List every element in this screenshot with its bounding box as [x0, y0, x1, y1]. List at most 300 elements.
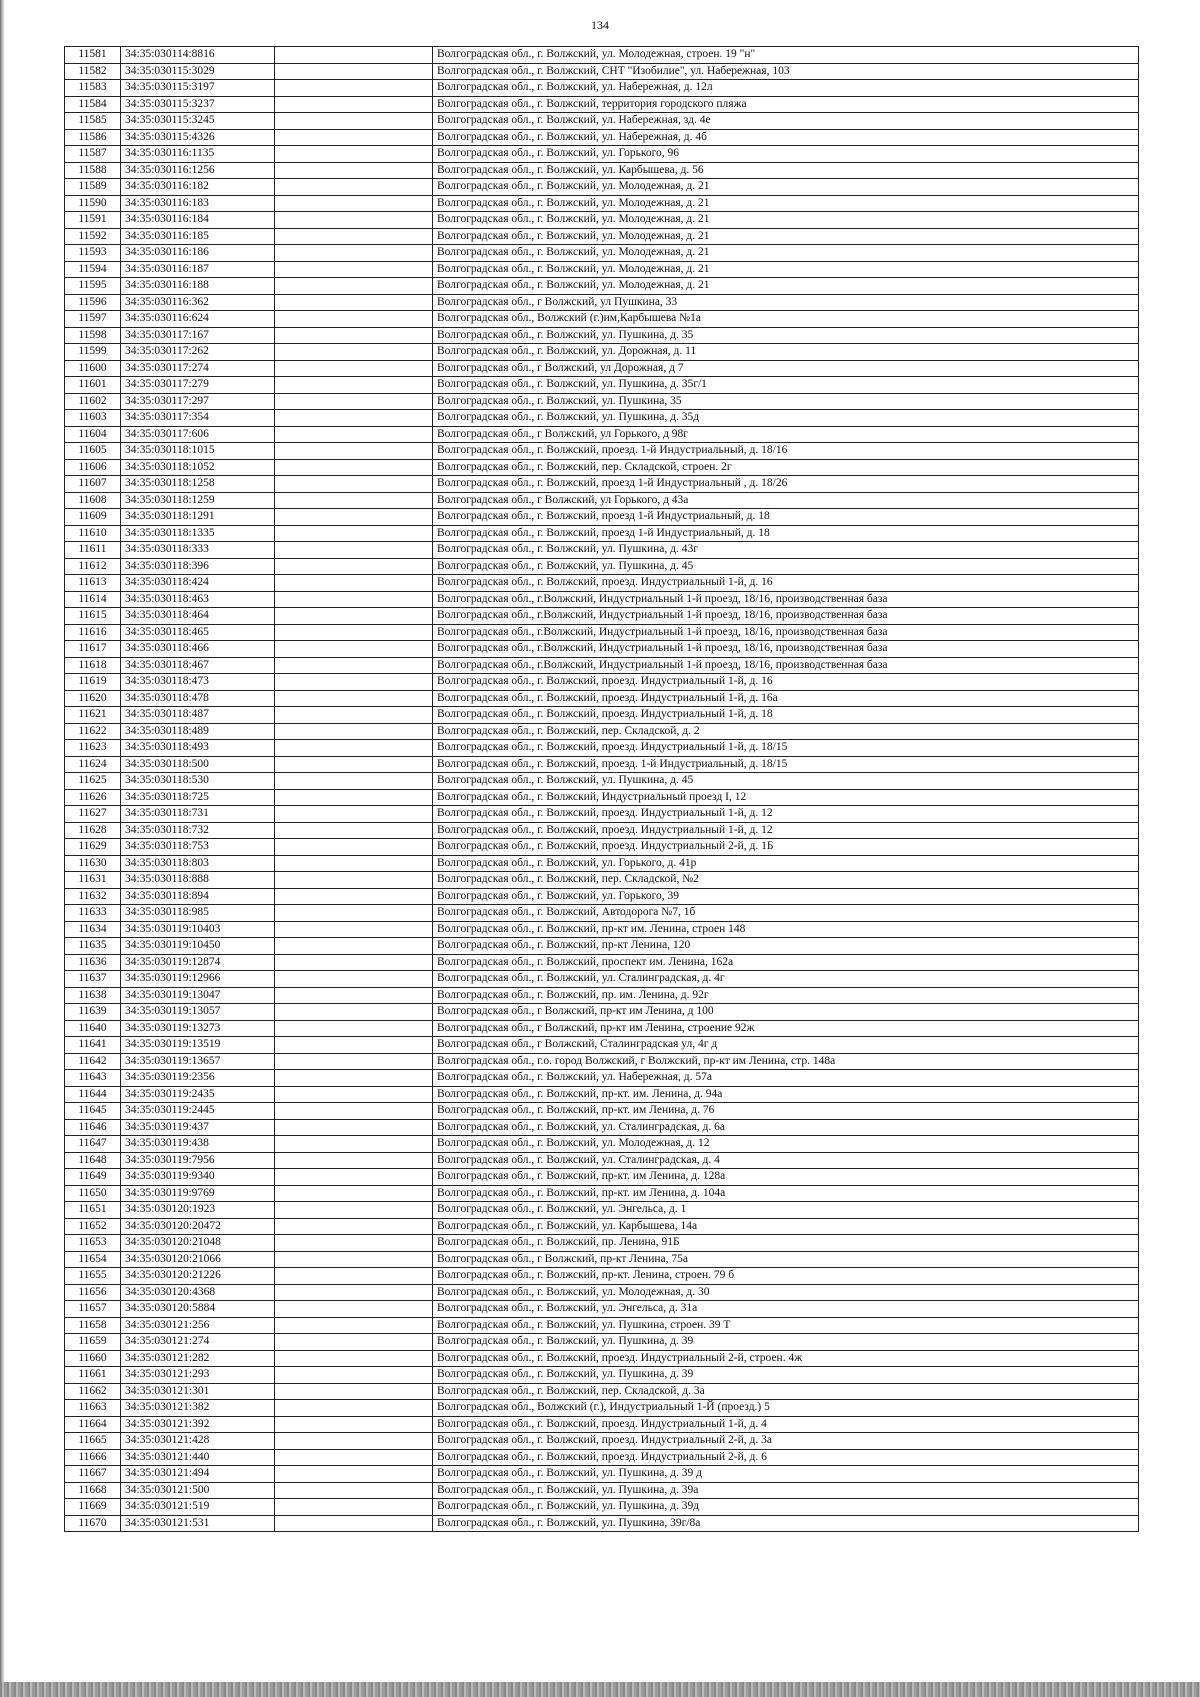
row-number-cell: 11596	[65, 294, 121, 311]
address-cell: Волгоградская обл., г. Волжский, проезд 1-й Индустриальный, д. 18	[433, 525, 1139, 542]
table-row	[65, 1334, 1139, 1351]
address-cell: Волгоградская обл., г. Волжский, ул. Молодежная, д. 21	[433, 261, 1139, 278]
address-cell: Волгоградская обл., г. Волжский, ул. Энгельса, д. 1	[433, 1202, 1139, 1219]
empty-cell	[275, 1070, 433, 1087]
cadastral-number-cell: 34:35:030117:167	[121, 327, 275, 344]
table-row	[65, 1152, 1139, 1169]
table-row	[65, 608, 1139, 625]
row-number-cell: 11625	[65, 773, 121, 790]
address-cell: Волгоградская обл., г. Волжский, проезд. Индустриальный 1-й, д. 18	[433, 707, 1139, 724]
table-row	[65, 1383, 1139, 1400]
table-row	[65, 789, 1139, 806]
empty-cell	[275, 822, 433, 839]
table-row	[65, 624, 1139, 641]
cadastral-number-cell: 34:35:030120:21048	[121, 1235, 275, 1252]
table-row	[65, 1218, 1139, 1235]
address-cell: Волгоградская обл., Волжский (г.), Индустриальный 1-Й (проезд.) 5	[433, 1400, 1139, 1417]
address-cell: Волгоградская обл., г. Волжский, пр. Ленина, 91Б	[433, 1235, 1139, 1252]
address-cell: Волгоградская обл., г. Волжский, пер. Складской, №2	[433, 872, 1139, 889]
row-number-cell: 11650	[65, 1185, 121, 1202]
address-cell: Волгоградская обл., г. Волжский, Автодорога №7, 1б	[433, 905, 1139, 922]
address-cell: Волгоградская обл., г. Волжский, проезд. Индустриальный 2-й, д. 1Б	[433, 839, 1139, 856]
address-cell: Волгоградская обл., г. Волжский, ул. Молодежная, д. 21	[433, 228, 1139, 245]
empty-cell	[275, 212, 433, 229]
row-number-cell: 11593	[65, 245, 121, 262]
cadastral-number-cell: 34:35:030116:184	[121, 212, 275, 229]
cadastral-number-cell: 34:35:030117:279	[121, 377, 275, 394]
table-row	[65, 311, 1139, 328]
empty-cell	[275, 1053, 433, 1070]
registry-body	[65, 47, 1139, 1532]
table-row	[65, 1433, 1139, 1450]
empty-cell	[275, 575, 433, 592]
row-number-cell: 11644	[65, 1086, 121, 1103]
table-row	[65, 327, 1139, 344]
cadastral-number-cell: 34:35:030116:624	[121, 311, 275, 328]
empty-cell	[275, 1400, 433, 1417]
row-number-cell: 11615	[65, 608, 121, 625]
empty-cell	[275, 311, 433, 328]
empty-cell	[275, 195, 433, 212]
cadastral-number-cell: 34:35:030115:4326	[121, 129, 275, 146]
empty-cell	[275, 888, 433, 905]
address-cell: Волгоградская обл., г. Волжский, ул. Карбышева, 14а	[433, 1218, 1139, 1235]
cadastral-number-cell: 34:35:030118:888	[121, 872, 275, 889]
cadastral-number-cell: 34:35:030120:1923	[121, 1202, 275, 1219]
table-row	[65, 855, 1139, 872]
cadastral-number-cell: 34:35:030118:1335	[121, 525, 275, 542]
empty-cell	[275, 278, 433, 295]
cadastral-number-cell: 34:35:030118:753	[121, 839, 275, 856]
table-row	[65, 756, 1139, 773]
table-row	[65, 492, 1139, 509]
cadastral-number-cell: 34:35:030118:424	[121, 575, 275, 592]
cadastral-number-cell: 34:35:030121:531	[121, 1515, 275, 1532]
address-cell: Волгоградская обл., г. Волжский, ул. Пушкина, д. 39д	[433, 1499, 1139, 1516]
empty-cell	[275, 1499, 433, 1516]
empty-cell	[275, 261, 433, 278]
cadastral-number-cell: 34:35:030118:463	[121, 591, 275, 608]
row-number-cell: 11621	[65, 707, 121, 724]
empty-cell	[275, 674, 433, 691]
empty-cell	[275, 921, 433, 938]
cadastral-number-cell: 34:35:030118:731	[121, 806, 275, 823]
address-cell: Волгоградская обл., г. Волжский, ул. Пушкина, 39г/8а	[433, 1515, 1139, 1532]
row-number-cell: 11620	[65, 690, 121, 707]
address-cell: Волгоградская обл., г. Волжский, ул. Дорожная, д. 11	[433, 344, 1139, 361]
address-cell: Волгоградская обл., г.Волжский, Индустриальный 1-й проезд, 18/16, производственная база	[433, 641, 1139, 658]
address-cell: Волгоградская обл., г. Волжский, ул. Пушкина, д. 39	[433, 1334, 1139, 1351]
table-row	[65, 261, 1139, 278]
row-number-cell: 11584	[65, 96, 121, 113]
row-number-cell: 11594	[65, 261, 121, 278]
table-row	[65, 113, 1139, 130]
empty-cell	[275, 1367, 433, 1384]
row-number-cell: 11658	[65, 1317, 121, 1334]
row-number-cell: 11670	[65, 1515, 121, 1532]
empty-cell	[275, 245, 433, 262]
cadastral-number-cell: 34:35:030121:494	[121, 1466, 275, 1483]
address-cell: Волгоградская обл., г. Волжский, ул. Набережная, д. 4б	[433, 129, 1139, 146]
address-cell: Волгоградская обл., г. Волжский, проезд. Индустриальный 1-й, д. 16а	[433, 690, 1139, 707]
empty-cell	[275, 1301, 433, 1318]
address-cell: Волгоградская обл., г. Волжский, пр-кт им. Ленина, строен 148	[433, 921, 1139, 938]
address-cell: Волгоградская обл., г. Волжский, ул. Пушкина, д. 35г/1	[433, 377, 1139, 394]
table-row	[65, 212, 1139, 229]
table-row	[65, 360, 1139, 377]
address-cell: Волгоградская обл., г. Волжский, ул. Пушкина, д. 39	[433, 1367, 1139, 1384]
table-row	[65, 294, 1139, 311]
empty-cell	[275, 80, 433, 97]
table-row	[65, 1515, 1139, 1532]
cadastral-number-cell: 34:35:030119:13657	[121, 1053, 275, 1070]
cadastral-number-cell: 34:35:030118:725	[121, 789, 275, 806]
table-row	[65, 1053, 1139, 1070]
row-number-cell: 11583	[65, 80, 121, 97]
address-cell: Волгоградская обл., г. Волжский, ул. Набережная, д. 12л	[433, 80, 1139, 97]
cadastral-number-cell: 34:35:030119:438	[121, 1136, 275, 1153]
cadastral-number-cell: 34:35:030119:13519	[121, 1037, 275, 1054]
empty-cell	[275, 443, 433, 460]
cadastral-number-cell: 34:35:030119:13047	[121, 987, 275, 1004]
empty-cell	[275, 1136, 433, 1153]
row-number-cell: 11653	[65, 1235, 121, 1252]
address-cell: Волгоградская обл., г.о. город Волжский, г Волжский, пр-кт им Ленина, стр. 148а	[433, 1053, 1139, 1070]
table-row	[65, 1268, 1139, 1285]
row-number-cell: 11611	[65, 542, 121, 559]
cadastral-number-cell: 34:35:030117:274	[121, 360, 275, 377]
address-cell: Волгоградская обл., г. Волжский, пр-кт Ленина, 120	[433, 938, 1139, 955]
empty-cell	[275, 1350, 433, 1367]
row-number-cell: 11642	[65, 1053, 121, 1070]
row-number-cell: 11665	[65, 1433, 121, 1450]
cadastral-number-cell: 34:35:030117:297	[121, 393, 275, 410]
row-number-cell: 11606	[65, 459, 121, 476]
address-cell: Волгоградская обл., г. Волжский, ул. Молодежная, д. 21	[433, 179, 1139, 196]
empty-cell	[275, 806, 433, 823]
table-row	[65, 1482, 1139, 1499]
cadastral-number-cell: 34:35:030118:478	[121, 690, 275, 707]
empty-cell	[275, 1185, 433, 1202]
address-cell: Волгоградская обл., г. Волжский, проспект им. Ленина, 162а	[433, 954, 1139, 971]
row-number-cell: 11657	[65, 1301, 121, 1318]
cadastral-number-cell: 34:35:030118:732	[121, 822, 275, 839]
address-cell: Волгоградская обл., г. Волжский, пр-кт. им Ленина, д. 128а	[433, 1169, 1139, 1186]
row-number-cell: 11617	[65, 641, 121, 658]
row-number-cell: 11628	[65, 822, 121, 839]
cadastral-number-cell: 34:35:030118:493	[121, 740, 275, 757]
address-cell: Волгоградская обл., г. Волжский, ул. Набережная, д. 57а	[433, 1070, 1139, 1087]
empty-cell	[275, 1235, 433, 1252]
cadastral-number-cell: 34:35:030119:437	[121, 1119, 275, 1136]
row-number-cell: 11614	[65, 591, 121, 608]
address-cell: Волгоградская обл., г.Волжский, Индустриальный 1-й проезд, 18/16, производственная база	[433, 657, 1139, 674]
empty-cell	[275, 1218, 433, 1235]
table-row	[65, 1251, 1139, 1268]
cadastral-number-cell: 34:35:030120:21226	[121, 1268, 275, 1285]
cadastral-number-cell: 34:35:030116:186	[121, 245, 275, 262]
cadastral-number-cell: 34:35:030115:3237	[121, 96, 275, 113]
address-cell: Волгоградская обл., г. Волжский, ул. Сталинградская, д. 4г	[433, 971, 1139, 988]
empty-cell	[275, 459, 433, 476]
empty-cell	[275, 228, 433, 245]
table-row	[65, 542, 1139, 559]
row-number-cell: 11612	[65, 558, 121, 575]
address-cell: Волгоградская обл., г Волжский, ул Горького, д 43а	[433, 492, 1139, 509]
cadastral-number-cell: 34:35:030118:1052	[121, 459, 275, 476]
table-row	[65, 905, 1139, 922]
table-row	[65, 822, 1139, 839]
row-number-cell: 11610	[65, 525, 121, 542]
table-row	[65, 806, 1139, 823]
address-cell: Волгоградская обл., г. Волжский, ул. Молодежная, д. 21	[433, 212, 1139, 229]
empty-cell	[275, 1152, 433, 1169]
table-row	[65, 509, 1139, 526]
address-cell: Волгоградская обл., г. Волжский, проезд. Индустриальный 1-й, д. 16	[433, 674, 1139, 691]
table-row	[65, 1037, 1139, 1054]
address-cell: Волгоградская обл., г.Волжский, Индустриальный 1-й проезд, 18/16, производственная база	[433, 591, 1139, 608]
empty-cell	[275, 410, 433, 427]
cadastral-number-cell: 34:35:030118:803	[121, 855, 275, 872]
row-number-cell: 11646	[65, 1119, 121, 1136]
address-cell: Волгоградская обл., г. Волжский, ул. Горького, 96	[433, 146, 1139, 163]
table-row	[65, 1119, 1139, 1136]
row-number-cell: 11661	[65, 1367, 121, 1384]
table-row	[65, 575, 1139, 592]
cadastral-number-cell: 34:35:030121:282	[121, 1350, 275, 1367]
cadastral-number-cell: 34:35:030119:2435	[121, 1086, 275, 1103]
empty-cell	[275, 426, 433, 443]
cadastral-number-cell: 34:35:030118:487	[121, 707, 275, 724]
cadastral-number-cell: 34:35:030115:3245	[121, 113, 275, 130]
table-row	[65, 146, 1139, 163]
table-row	[65, 591, 1139, 608]
cadastral-number-cell: 34:35:030119:7956	[121, 1152, 275, 1169]
cadastral-number-cell: 34:35:030118:500	[121, 756, 275, 773]
address-cell: Волгоградская обл., Волжский (г.)им,Карбышева №1а	[433, 311, 1139, 328]
address-cell: Волгоградская обл., г. Волжский, территория городского пляжа	[433, 96, 1139, 113]
empty-cell	[275, 63, 433, 80]
address-cell: Волгоградская обл., г.Волжский, Индустриальный 1-й проезд, 18/16, производственная база	[433, 624, 1139, 641]
address-cell: Волгоградская обл., г. Волжский, ул. Молодежная, д. 12	[433, 1136, 1139, 1153]
cadastral-number-cell: 34:35:030118:396	[121, 558, 275, 575]
cadastral-number-cell: 34:35:030121:392	[121, 1416, 275, 1433]
cadastral-number-cell: 34:35:030118:985	[121, 905, 275, 922]
table-row	[65, 707, 1139, 724]
address-cell: Волгоградская обл., г Волжский, ул Дорожная, д 7	[433, 360, 1139, 377]
row-number-cell: 11622	[65, 723, 121, 740]
address-cell: Волгоградская обл., г. Волжский, ул. Пушкина, д. 45	[433, 558, 1139, 575]
table-row	[65, 228, 1139, 245]
row-number-cell: 11641	[65, 1037, 121, 1054]
row-number-cell: 11637	[65, 971, 121, 988]
table-row	[65, 1020, 1139, 1037]
cadastral-number-cell: 34:35:030120:20472	[121, 1218, 275, 1235]
cadastral-number-cell: 34:35:030121:293	[121, 1367, 275, 1384]
empty-cell	[275, 1416, 433, 1433]
empty-cell	[275, 624, 433, 641]
empty-cell	[275, 1284, 433, 1301]
cadastral-number-cell: 34:35:030118:465	[121, 624, 275, 641]
empty-cell	[275, 1086, 433, 1103]
table-row	[65, 195, 1139, 212]
row-number-cell: 11591	[65, 212, 121, 229]
cadastral-number-cell: 34:35:030117:606	[121, 426, 275, 443]
table-row	[65, 179, 1139, 196]
empty-cell	[275, 707, 433, 724]
empty-cell	[275, 591, 433, 608]
table-row	[65, 987, 1139, 1004]
empty-cell	[275, 938, 433, 955]
cadastral-number-cell: 34:35:030121:428	[121, 1433, 275, 1450]
empty-cell	[275, 1119, 433, 1136]
row-number-cell: 11599	[65, 344, 121, 361]
table-row	[65, 1103, 1139, 1120]
empty-cell	[275, 971, 433, 988]
empty-cell	[275, 1103, 433, 1120]
address-cell: Волгоградская обл., г. Волжский, ул. Энгельса, д. 31а	[433, 1301, 1139, 1318]
address-cell: Волгоградская обл., г. Волжский, ул. Сталинградская, д. 4	[433, 1152, 1139, 1169]
address-cell: Волгоградская обл., г. Волжский, ул. Пушкина, строен. 39 Т	[433, 1317, 1139, 1334]
cadastral-number-cell: 34:35:030118:1291	[121, 509, 275, 526]
row-number-cell: 11601	[65, 377, 121, 394]
address-cell: Волгоградская обл., г. Волжский, проезд. Индустриальный 2-й, д. 3а	[433, 1433, 1139, 1450]
table-row	[65, 1185, 1139, 1202]
table-row	[65, 1235, 1139, 1252]
cadastral-number-cell: 34:35:030121:382	[121, 1400, 275, 1417]
row-number-cell: 11629	[65, 839, 121, 856]
table-row	[65, 344, 1139, 361]
table-row	[65, 96, 1139, 113]
table-row	[65, 377, 1139, 394]
address-cell: Волгоградская обл., г. Волжский, проезд. Индустриальный 1-й, д. 4	[433, 1416, 1139, 1433]
table-row	[65, 1070, 1139, 1087]
table-row	[65, 1284, 1139, 1301]
table-row	[65, 938, 1139, 955]
row-number-cell: 11648	[65, 1152, 121, 1169]
cadastral-number-cell: 34:35:030119:10403	[121, 921, 275, 938]
address-cell: Волгоградская обл., г. Волжский, ул. Горького, д. 41р	[433, 855, 1139, 872]
page-number: 134	[591, 18, 609, 32]
empty-cell	[275, 872, 433, 889]
row-number-cell: 11602	[65, 393, 121, 410]
row-number-cell: 11643	[65, 1070, 121, 1087]
table-row	[65, 723, 1139, 740]
empty-cell	[275, 146, 433, 163]
empty-cell	[275, 954, 433, 971]
cadastral-number-cell: 34:35:030121:440	[121, 1449, 275, 1466]
address-cell: Волгоградская обл., г.Волжский, Индустриальный 1-й проезд, 18/16, производственная база	[433, 608, 1139, 625]
cadastral-number-cell: 34:35:030116:185	[121, 228, 275, 245]
row-number-cell: 11619	[65, 674, 121, 691]
cadastral-number-cell: 34:35:030115:3197	[121, 80, 275, 97]
cadastral-number-cell: 34:35:030120:5884	[121, 1301, 275, 1318]
empty-cell	[275, 855, 433, 872]
cadastral-number-cell: 34:35:030116:362	[121, 294, 275, 311]
cadastral-number-cell: 34:35:030116:1135	[121, 146, 275, 163]
address-cell: Волгоградская обл., г. Волжский, ул. Пушкина, 35	[433, 393, 1139, 410]
address-cell: Волгоградская обл., г. Волжский, проезд. Индустриальный 1-й, д. 18/15	[433, 740, 1139, 757]
scan-edge-left	[0, 0, 5, 1697]
row-number-cell: 11633	[65, 905, 121, 922]
cadastral-number-cell: 34:35:030119:2445	[121, 1103, 275, 1120]
cadastral-number-cell: 34:35:030118:1258	[121, 476, 275, 493]
table-row	[65, 1004, 1139, 1021]
empty-cell	[275, 1004, 433, 1021]
empty-cell	[275, 113, 433, 130]
row-number-cell: 11603	[65, 410, 121, 427]
empty-cell	[275, 1482, 433, 1499]
row-number-cell: 11581	[65, 47, 121, 64]
empty-cell	[275, 987, 433, 1004]
row-number-cell: 11627	[65, 806, 121, 823]
empty-cell	[275, 756, 433, 773]
empty-cell	[275, 1383, 433, 1400]
row-number-cell: 11613	[65, 575, 121, 592]
row-number-cell: 11645	[65, 1103, 121, 1120]
cadastral-number-cell: 34:35:030117:262	[121, 344, 275, 361]
address-cell: Волгоградская обл., г. Волжский, ул. Пушкина, д. 35	[433, 327, 1139, 344]
row-number-cell: 11662	[65, 1383, 121, 1400]
cadastral-number-cell: 34:35:030118:489	[121, 723, 275, 740]
cadastral-number-cell: 34:35:030115:3029	[121, 63, 275, 80]
table-row	[65, 459, 1139, 476]
table-row	[65, 80, 1139, 97]
cadastral-number-cell: 34:35:030119:13273	[121, 1020, 275, 1037]
cadastral-number-cell: 34:35:030120:21066	[121, 1251, 275, 1268]
row-number-cell: 11582	[65, 63, 121, 80]
address-cell: Волгоградская обл., г. Волжский, ул. Сталинградская, д. 6а	[433, 1119, 1139, 1136]
row-number-cell: 11664	[65, 1416, 121, 1433]
row-number-cell: 11604	[65, 426, 121, 443]
row-number-cell: 11667	[65, 1466, 121, 1483]
address-cell: Волгоградская обл., г. Волжский, пр-кт. Ленина, строен. 79 б	[433, 1268, 1139, 1285]
address-cell: Волгоградская обл., г. Волжский, пр. им. Ленина, д. 92г	[433, 987, 1139, 1004]
cadastral-number-cell: 34:35:030121:274	[121, 1334, 275, 1351]
empty-cell	[275, 179, 433, 196]
table-row	[65, 1136, 1139, 1153]
row-number-cell: 11651	[65, 1202, 121, 1219]
row-number-cell: 11649	[65, 1169, 121, 1186]
cadastral-number-cell: 34:35:030118:464	[121, 608, 275, 625]
empty-cell	[275, 525, 433, 542]
row-number-cell: 11585	[65, 113, 121, 130]
row-number-cell: 11659	[65, 1334, 121, 1351]
empty-cell	[275, 1317, 433, 1334]
table-row	[65, 1086, 1139, 1103]
cadastral-number-cell: 34:35:030118:894	[121, 888, 275, 905]
cadastral-number-cell: 34:35:030118:1015	[121, 443, 275, 460]
empty-cell	[275, 773, 433, 790]
address-cell: Волгоградская обл., г. Волжский, ул. Пушкина, д. 35д	[433, 410, 1139, 427]
empty-cell	[275, 608, 433, 625]
cadastral-number-cell: 34:35:030118:333	[121, 542, 275, 559]
address-cell: Волгоградская обл., г. Волжский, ул. Пушкина, д. 45	[433, 773, 1139, 790]
address-cell: Волгоградская обл., г Волжский, ул Пушкина, 33	[433, 294, 1139, 311]
cadastral-number-cell: 34:35:030119:13057	[121, 1004, 275, 1021]
address-cell: Волгоградская обл., г. Волжский, пр-кт. им Ленина, д. 76	[433, 1103, 1139, 1120]
address-cell: Волгоградская обл., г. Волжский, ул. Молодежная, д. 30	[433, 1284, 1139, 1301]
row-number-cell: 11632	[65, 888, 121, 905]
table-row	[65, 1367, 1139, 1384]
address-cell: Волгоградская обл., г. Волжский, ул. Молодежная, д. 21	[433, 278, 1139, 295]
empty-cell	[275, 641, 433, 658]
address-cell: Волгоградская обл., г. Волжский, ул. Пушкина, д. 39а	[433, 1482, 1139, 1499]
empty-cell	[275, 344, 433, 361]
address-cell: Волгоградская обл., г. Волжский, ул. Молодежная, строен. 19 "н"	[433, 47, 1139, 64]
table-row	[65, 162, 1139, 179]
empty-cell	[275, 1334, 433, 1351]
